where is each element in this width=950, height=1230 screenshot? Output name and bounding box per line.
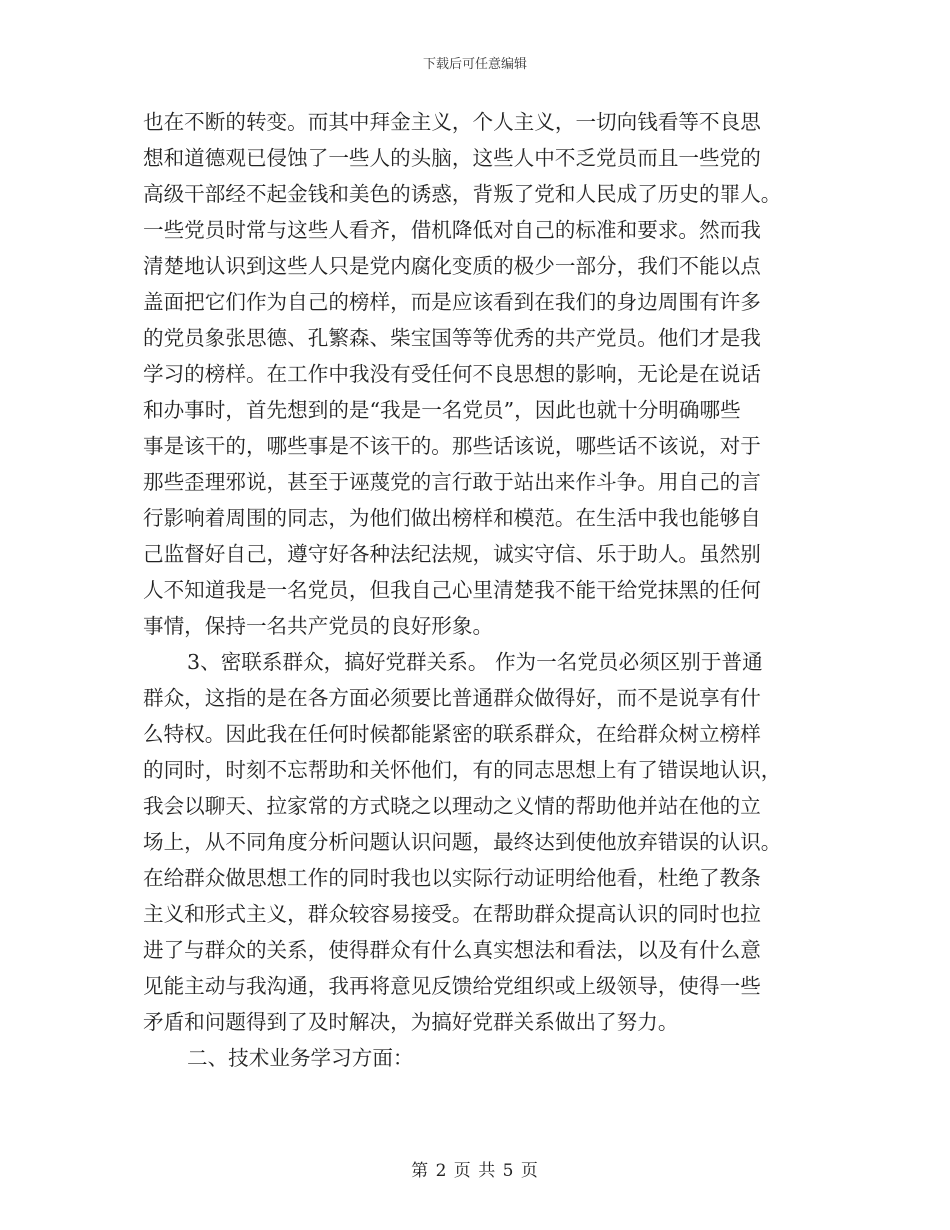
body-line: 盖面把它们作为自己的榜样，而是应该看到在我们的身边周围有许多: [143, 290, 761, 314]
document-body: [143, 104, 811, 1076]
body-line: 群众，这指的是在各方面必须要比普通群众做得好，而不是说享有什: [143, 686, 761, 710]
page-header: 下载后可任意编辑: [422, 57, 527, 72]
body-line: 事情，保持一名共产党员的良好形象。: [143, 614, 494, 638]
body-line: 事是该干的，哪些事是不该干的。那些话该说，哪些话不该说，对于: [143, 434, 761, 458]
body-line: 学习的榜样。在工作中我没有受任何不良思想的影响，无论是在说话: [143, 362, 761, 386]
body-line: 那些歪理邪说，甚至于诬蔑党的言行敢于站出来作斗争。用自己的言: [143, 470, 761, 494]
section-heading: 二、技术业务学习方面：: [187, 1046, 414, 1070]
body-line: 主义和形式主义，群众较容易接受。在帮助群众提高认识的同时也拉: [143, 902, 761, 926]
body-line: 矛盾和问题得到了及时解决，为搞好党群关系做出了努力。: [143, 1010, 679, 1034]
body-line: 在给群众做思想工作的同时我也以实际行动证明给他看，杜绝了教条: [143, 866, 761, 890]
body-line: 清楚地认识到这些人只是党内腐化变质的极少一部分，我们不能以点: [143, 254, 761, 278]
body-line: 场上，从不同角度分析问题认识问题，最终达到使他放弃错误的认识。: [143, 830, 782, 854]
body-line: 高级干部经不起金钱和美色的诱惑，背叛了党和人民成了历史的罪人。: [143, 182, 782, 206]
body-line: 见能主动与我沟通，我再将意见反馈给党组织或上级领导，使得一些: [143, 974, 761, 998]
body-line: 行影响着周围的同志，为他们做出榜样和模范。在生活中我也能够自: [143, 506, 761, 530]
body-line: 的同时，时刻不忘帮助和关怀他们，有的同志思想上有了错误地认识，: [143, 758, 782, 782]
body-line: 也在不断的转变。而其中拜金主义，个人主义，一切向钱看等不良思: [143, 110, 761, 134]
body-line: 我会以聊天、拉家常的方式晓之以理动之义情的帮助他并站在他的立: [143, 794, 761, 818]
body-line: 进了与群众的关系，使得群众有什么真实想法和看法，以及有什么意: [143, 938, 761, 962]
page-number: 第 2 页 共 5 页: [411, 1161, 539, 1181]
body-line: 想和道德观已侵蚀了一些人的头脑，这些人中不乏党员而且一些党的: [143, 146, 761, 170]
body-line: 人不知道我是一名党员，但我自己心里清楚我不能干给党抹黑的任何: [143, 578, 761, 602]
body-line: 一些党员时常与这些人看齐，借机降低对自己的标准和要求。然而我: [143, 218, 761, 242]
body-line: 的党员象张思德、孔繁森、柴宝国等等优秀的共产党员。他们才是我: [143, 326, 761, 350]
section-heading-line: 3、密联系群众，搞好党群关系。 作为一名党员必须区别于普通: [187, 650, 763, 674]
body-line: 和办事时，首先想到的是“我是一名党员”，因此也就十分明确哪些: [143, 398, 741, 422]
body-line: 么特权。因此我在任何时候都能紧密的联系群众，在给群众树立榜样: [143, 722, 761, 746]
body-line: 己监督好自己，遵守好各种法纪法规，诚实守信、乐于助人。虽然别: [143, 542, 761, 566]
